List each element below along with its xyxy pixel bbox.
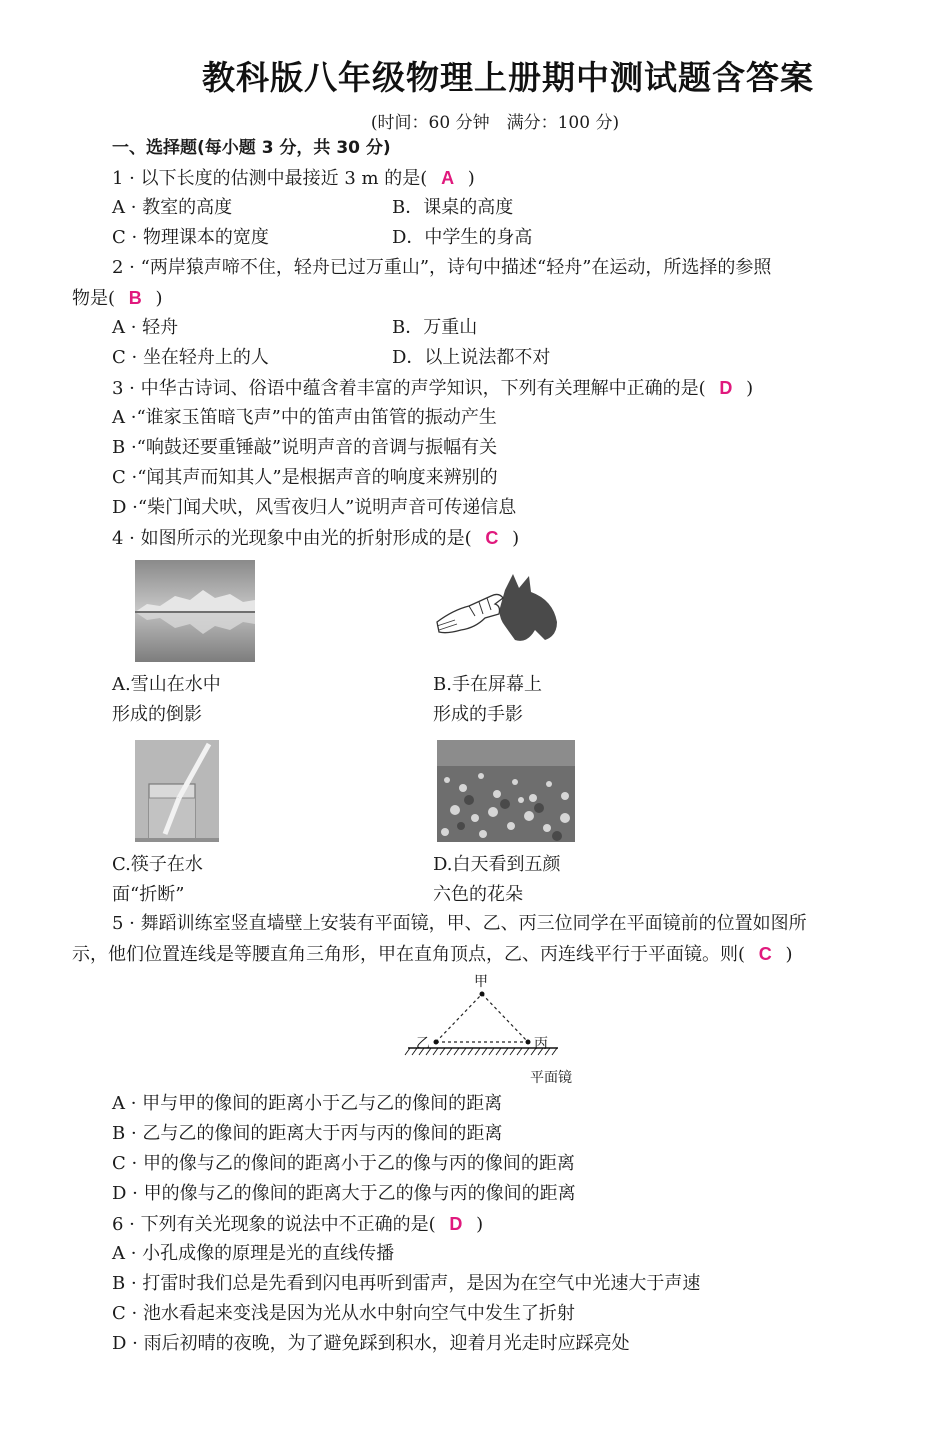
hand-shadow-image <box>435 570 565 652</box>
q5-option-d: D · 甲的像与乙的像间的距离大于乙的像与丙的像间的距离 <box>112 1183 576 1204</box>
caption-b-line2: 形成的手影 <box>433 704 523 725</box>
caption-d-line2: 六色的花朵 <box>433 884 523 905</box>
q1-option-c: C · 物理课本的宽度 <box>112 227 269 248</box>
q1-answer: A <box>441 168 455 188</box>
q1-option-a: A · 教室的高度 <box>112 197 233 218</box>
q4-answer: C <box>485 528 499 548</box>
caption-b-line1: B.手在屏幕上 <box>433 674 542 695</box>
q2-option-d: D．以上说法都不对 <box>392 347 551 368</box>
q5-stem: 5 · 舞蹈训练室竖直墙壁上安装有平面镜，甲、乙、丙三位同学在平面镜前的位置如图所 <box>112 913 807 934</box>
caption-c-line1: C.筷子在水 <box>112 854 203 875</box>
q6-option-a: A · 小孔成像的原理是光的直线传播 <box>112 1243 395 1264</box>
q3-option-b: B ·“响鼓还要重锤敲”说明声音的音调与振幅有关 <box>112 437 498 458</box>
q2-option-c: C · 坐在轻舟上的人 <box>112 347 269 368</box>
q6-answer: D <box>449 1214 463 1234</box>
question-3 <box>112 376 753 401</box>
q2-close: ) <box>155 288 163 309</box>
page-title: 教科版八年级物理上册期中测试题含答案 <box>202 58 814 97</box>
q6-close: ) <box>476 1214 484 1235</box>
q5-option-a: A · 甲与甲的像间的距离小于乙与乙的像间的距离 <box>112 1093 503 1114</box>
question-4 <box>112 526 519 551</box>
label-jia: 甲 <box>474 974 488 990</box>
q1-close: ) <box>467 168 475 189</box>
q3-option-a: A ·“谁家玉笛暗飞声”中的笛声由笛管的振动产生 <box>112 407 497 428</box>
q1-stem: 1 · 以下长度的估测中最接近 3 m 的是( <box>112 168 428 189</box>
q5-close: ) <box>785 944 793 965</box>
q3-stem: 3 · 中华古诗词、俗语中蕴含着丰富的声学知识，下列有关理解中正确的是( <box>112 378 706 399</box>
question-2-line2 <box>72 286 163 311</box>
caption-c-line2: 面“折断” <box>112 884 185 905</box>
option-a-caption <box>112 670 221 730</box>
label-yi: 乙 <box>416 1036 430 1052</box>
q1-option-b: B．课桌的高度 <box>392 197 514 218</box>
caption-a-line2: 形成的倒影 <box>112 704 202 725</box>
q6-option-c: C · 池水看起来变浅是因为光从水中射向空气中发生了折射 <box>112 1303 575 1324</box>
q3-option-c: C ·“闻其声而知其人”是根据声音的响度来辨别的 <box>112 467 498 488</box>
section-heading: 一、选择题(每小题 3 分，共 30 分) <box>112 138 391 158</box>
question-5-line2 <box>72 942 793 967</box>
label-mirror: 平面镜 <box>530 1070 572 1086</box>
q4-close: ) <box>512 528 520 549</box>
question-1 <box>112 166 475 191</box>
q6-option-b: B · 打雷时我们总是先看到闪电再听到雷声，是因为在空气中光速大于声速 <box>112 1273 701 1294</box>
q2-option-a: A · 轻舟 <box>112 317 179 338</box>
option-c-caption <box>112 850 203 910</box>
flowers-image <box>437 740 575 842</box>
snow-mountain-reflection-image <box>135 560 255 662</box>
q1-option-d: D．中学生的身高 <box>392 227 533 248</box>
q2-option-b: B．万重山 <box>392 317 478 338</box>
q3-close: ) <box>746 378 754 399</box>
q4-stem: 4 · 如图所示的光现象中由光的折射形成的是( <box>112 528 472 549</box>
caption-d-line1: D.白天看到五颜 <box>433 854 561 875</box>
question-6 <box>112 1212 483 1237</box>
q6-option-d: D · 雨后初晴的夜晚，为了避免踩到积水，迎着月光走时应踩亮处 <box>112 1333 630 1354</box>
mirror-diagram <box>400 968 600 1090</box>
caption-a-line1: A.雪山在水中 <box>112 674 221 695</box>
q3-answer: D <box>719 378 733 398</box>
q6-stem: 6 · 下列有关光现象的说法中不正确的是( <box>112 1214 436 1235</box>
q2-answer: B <box>128 288 142 308</box>
option-d-caption <box>433 850 561 910</box>
label-bing: 丙 <box>534 1036 548 1052</box>
chopstick-in-water-image <box>135 740 219 842</box>
q5-answer: C <box>758 944 772 964</box>
q5-stem2: 示，他们位置连线是等腰直角三角形，甲在直角顶点，乙、丙连线平行于平面镜。则( <box>72 944 746 965</box>
q5-option-b: B · 乙与乙的像间的距离大于丙与丙的像间的距离 <box>112 1123 503 1144</box>
exam-info: (时间：60 分钟 满分：100 分) <box>370 113 620 133</box>
q2-stem2: 物是( <box>72 288 116 309</box>
q2-stem: 2 · “两岸猿声啼不住，轻舟已过万重山”，诗句中描述“轻舟”在运动，所选择的参照 <box>112 257 772 278</box>
q5-option-c: C · 甲的像与乙的像间的距离小于乙的像与丙的像间的距离 <box>112 1153 575 1174</box>
q3-option-d: D ·“柴门闻犬吠，风雪夜归人”说明声音可传递信息 <box>112 497 517 518</box>
option-b-caption <box>433 670 542 730</box>
